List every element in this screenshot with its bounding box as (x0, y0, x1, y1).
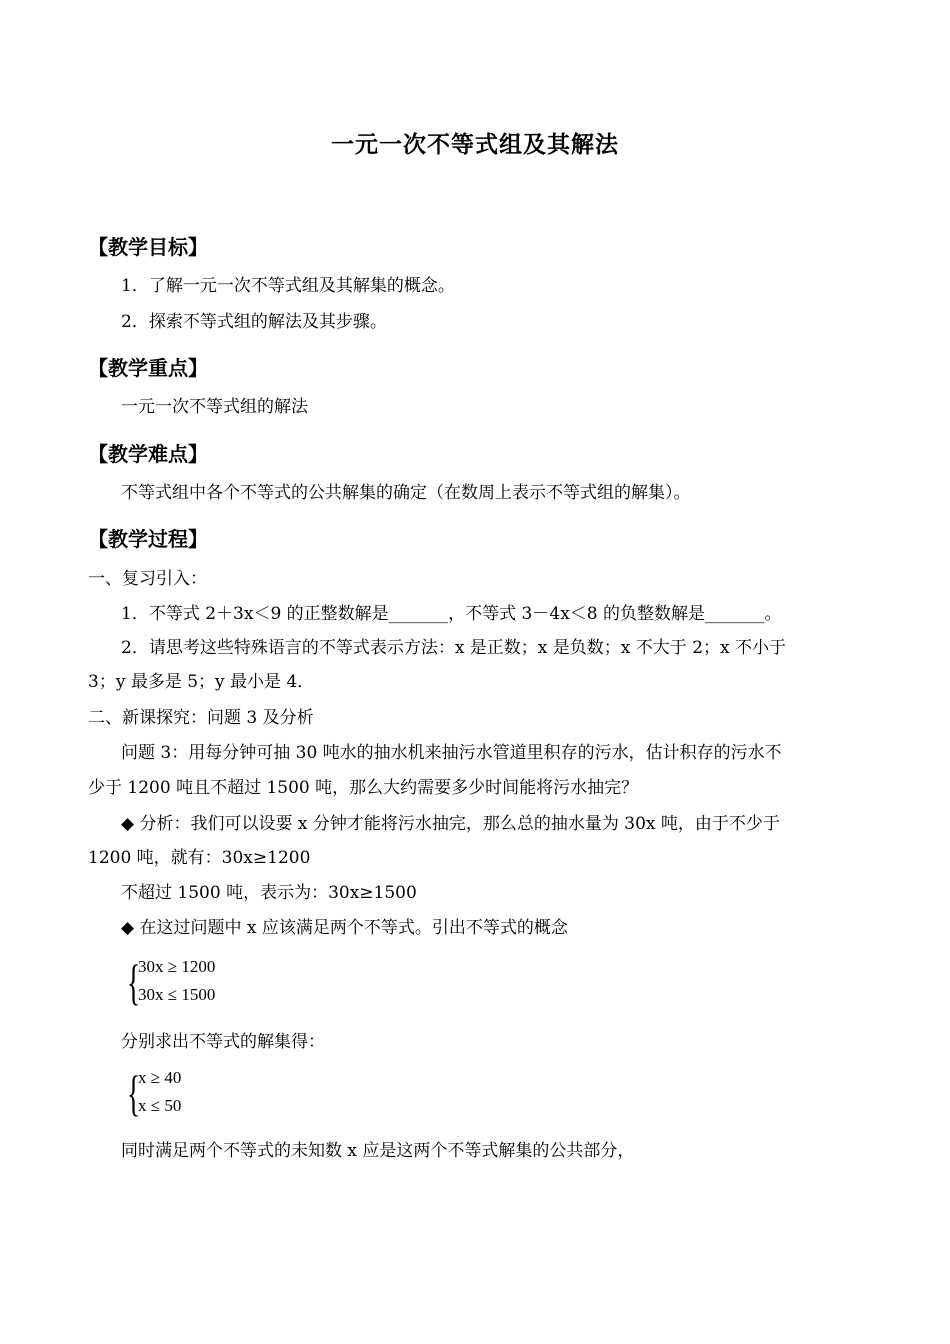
review-title: 一、复习引入： (88, 569, 207, 589)
problem-line-2: 少于 1200 吨且不超过 1500 吨，那么大约需要多少时间能将污水抽完？ (88, 778, 639, 798)
conclusion-text: 同时满足两个不等式的未知数 x 应是这两个不等式解集的公共部分， (121, 1141, 635, 1161)
problem-line-1: 问题 3：用每分钟可抽 30 吨水的抽水机来抽污水管道里积存的污水，估计积存的污水不 (121, 743, 782, 763)
difficulty-text: 不等式组中各个不等式的公共解集的确定（在数周上表示不等式组的解集）。 (121, 483, 691, 503)
heading-difficulty: 【教学难点】 (88, 442, 208, 466)
focus-text: 一元一次不等式组的解法 (121, 397, 308, 417)
heading-focus: 【教学重点】 (88, 356, 208, 380)
analysis-line-1: ◆ 分析：我们可以设要 x 分钟才能将污水抽完，那么总的抽水量为 30x 吨，由于不少于 (121, 814, 780, 834)
bullet-concept: ◆ 在这过问题中 x 应该满足两个不等式。引出不等式的概念 (121, 918, 568, 938)
page-title: 一元一次不等式组及其解法 (331, 132, 619, 158)
goal-item-2: 2．探索不等式组的解法及其步骤。 (121, 312, 387, 332)
system-2-row-2: x ≤ 50 (138, 1096, 182, 1115)
goal-item-1: 1．了解一元一次不等式组及其解集的概念。 (121, 276, 455, 296)
system-2-row-1: x ≥ 40 (138, 1068, 182, 1087)
heading-goals: 【教学目标】 (88, 235, 208, 259)
review-question-1: 1．不等式 2＋3x＜9 的正整数解是_______，不等式 3－4x＜8 的负整数解是_______。 (121, 604, 782, 624)
heading-process: 【教学过程】 (88, 527, 208, 551)
review-question-2-line2: 3；y 最多是 5；y 最小是 4． (88, 672, 315, 692)
analysis-line-3: 不超过 1500 吨，表示为：30x≥1500 (121, 883, 417, 903)
analysis-line-2: 1200 吨，就有：30x≥1200 (88, 848, 311, 868)
system-1-row-2: 30x ≤ 1500 (138, 985, 216, 1004)
brace-icon: { (127, 1065, 141, 1121)
review-question-2-line1: 2．请思考这些特殊语言的不等式表示方法：x 是正数；x 是负数；x 不大于 2；x 不小于 (121, 638, 786, 658)
new-lesson-title: 二、新课探究：问题 3 及分析 (88, 708, 314, 728)
system-1-row-1: 30x ≥ 1200 (138, 957, 216, 976)
solve-text: 分别求出不等式的解集得： (121, 1032, 325, 1052)
brace-icon: { (127, 954, 141, 1010)
